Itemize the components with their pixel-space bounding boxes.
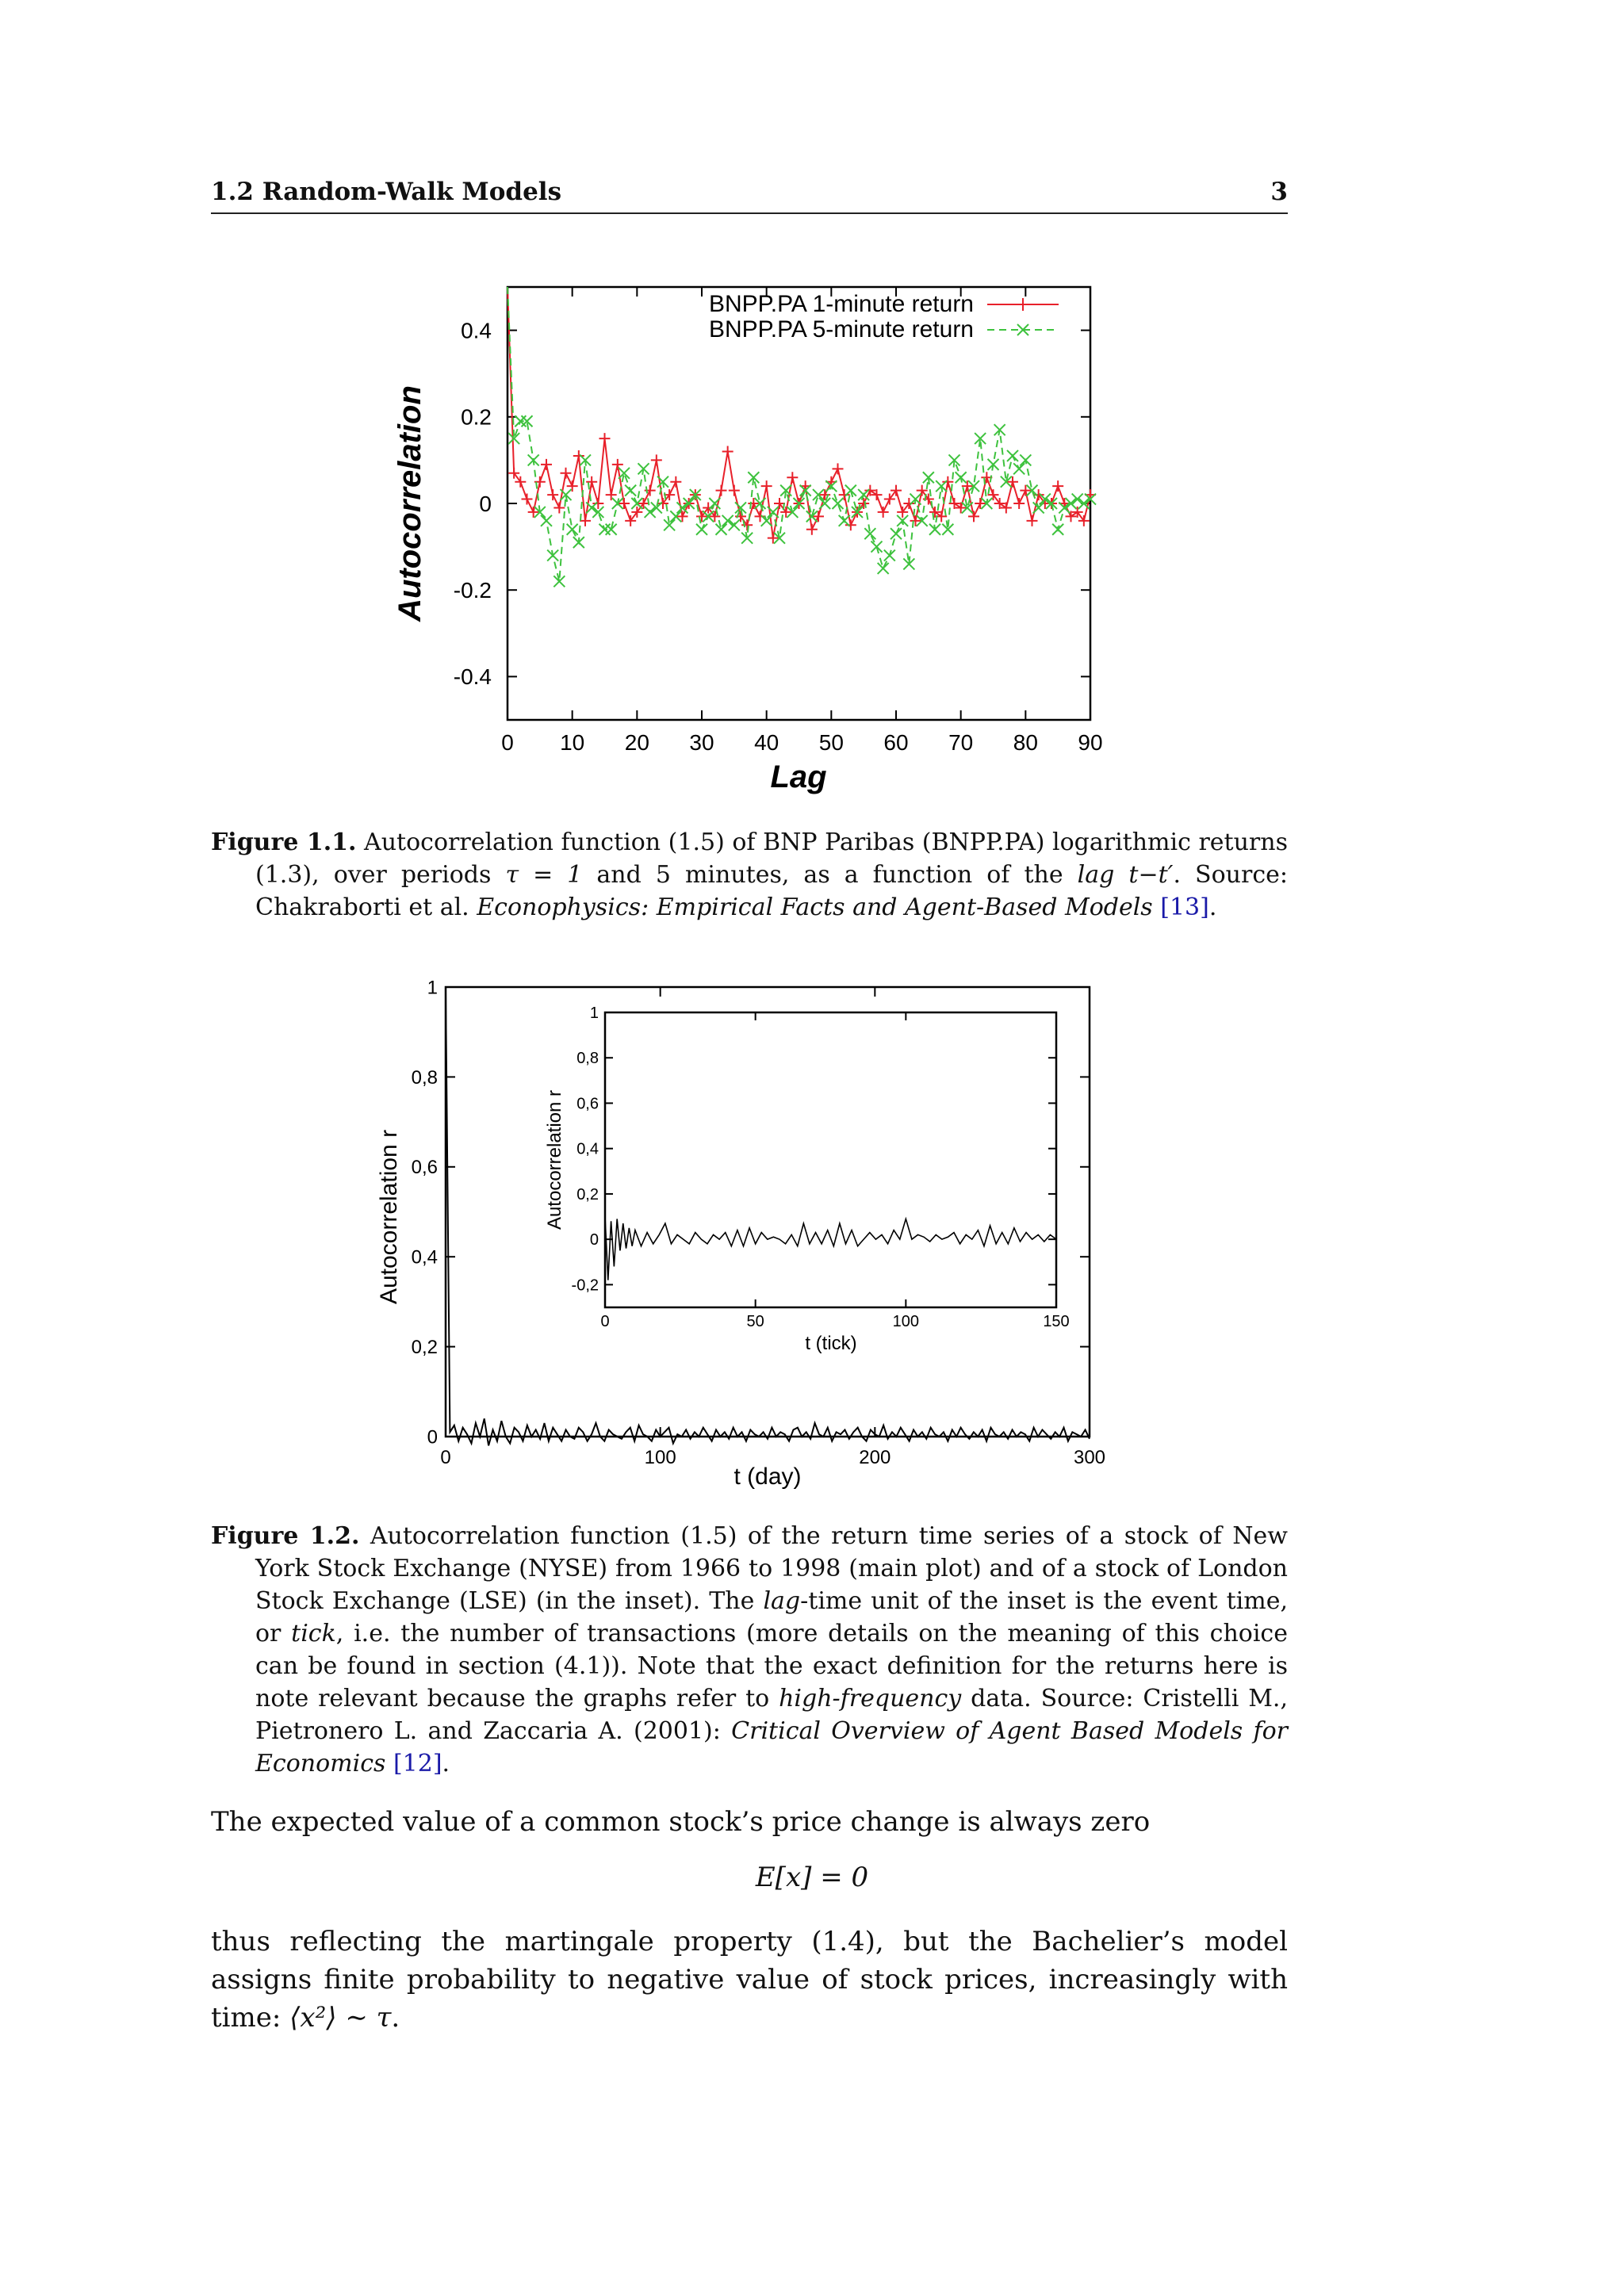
data-point — [1052, 524, 1063, 535]
data-point — [561, 468, 572, 479]
fig1-y-axis-label: Autocorrelation — [393, 385, 427, 622]
data-point — [599, 524, 611, 535]
x-tick-label: 70 — [948, 730, 974, 755]
y-tick-label: 0,8 — [576, 1050, 599, 1068]
fig2-x-axis-label: t (day) — [733, 1464, 802, 1490]
data-point — [845, 519, 856, 530]
fig2-caption-label: Figure 1.2. — [211, 1522, 360, 1550]
y-tick-label: 1 — [427, 977, 438, 999]
figure-1-1-chart — [373, 270, 1134, 809]
data-point — [722, 515, 733, 526]
data-point — [729, 519, 740, 530]
data-point — [528, 507, 539, 518]
citation-link-13[interactable]: [13] — [1160, 894, 1209, 921]
data-point — [547, 489, 558, 500]
data-point — [567, 524, 578, 535]
x-tick-label: 100 — [892, 1313, 920, 1330]
data-point — [910, 515, 921, 526]
data-point — [599, 433, 611, 444]
figure-1-1-caption: Figure 1.1. Autocorrelation function (1.5) of BNP Paribas (BNPP.PA) logarithmic returns (1.3), over periods τ = 1 and 5 minutes, as a function of the lag t−t′. Source: Chakraborti et al. Econophysics: Empirical Facts and Agent-Based Models [13]. — [211, 828, 1288, 921]
data-point — [1013, 463, 1025, 474]
data-point — [878, 507, 889, 518]
y-tick-label: 0,2 — [576, 1185, 599, 1203]
y-tick-label: 1 — [589, 1004, 599, 1022]
x-tick-label: 200 — [859, 1447, 891, 1468]
y-tick-label: 0.4 — [461, 318, 492, 343]
data-point — [716, 524, 727, 535]
data-point — [761, 480, 772, 492]
figure-1-2-chart — [373, 971, 1134, 1494]
data-point — [1007, 450, 1018, 461]
data-point — [833, 463, 844, 474]
y-tick-label: -0,2 — [571, 1276, 599, 1295]
data-point — [553, 502, 565, 513]
y-tick-label: -0.2 — [453, 578, 492, 603]
data-point — [884, 550, 895, 561]
y-tick-label: 0,2 — [411, 1337, 438, 1358]
body-paragraph-1: The expected value of a common stock’s price change is always zero — [211, 1806, 1151, 1838]
data-point — [845, 485, 856, 496]
data-point — [612, 459, 623, 470]
figure-1-2-caption: Figure 1.2. Autocorrelation function (1.5) of the return time series of a stock of New York Stock Exchange (NYSE) from 1966 to 1998 (main plot) and of a stock of London Stock Exchange (LSE) (in the inset). The lag-time unit of the inset is the event time, or tick, i.e. the number of transactions (more details on the meaning of this choice can be found in section (4.1)). Note that the exact definition for the returns here is note relevant because the graphs refer to high-frequency data. Source: Cristelli M., Pietronero L. and Zaccaria A. (2001): Critical Overview of Agent Based Models for Economics [12]. — [211, 1522, 1288, 1777]
data-point — [806, 524, 818, 535]
x-tick-label: 40 — [754, 730, 779, 755]
x-tick-label: 150 — [1043, 1313, 1070, 1330]
x-tick-label: 10 — [560, 730, 585, 755]
data-point — [586, 476, 597, 488]
data-point — [878, 563, 889, 574]
data-point — [651, 502, 662, 513]
data-point — [871, 541, 883, 553]
data-point — [625, 485, 636, 496]
y-tick-label: -0.4 — [453, 664, 492, 690]
data-point — [1007, 476, 1018, 488]
x-tick-label: 0 — [440, 1447, 451, 1468]
fig1-legend — [709, 291, 1059, 342]
x-tick-label: 80 — [1013, 730, 1038, 755]
citation-link-12[interactable]: [12] — [393, 1750, 442, 1777]
y-tick-label: 0 — [589, 1231, 599, 1249]
y-tick-label: 0 — [479, 491, 492, 516]
fig1-legend-label-1: BNPP.PA 1-minute return — [708, 291, 974, 317]
data-point — [1052, 480, 1063, 492]
x-tick-label: 100 — [644, 1447, 676, 1468]
page-number: 3 — [1270, 178, 1288, 206]
fig1-legend-label-2: BNPP.PA 5-minute return — [708, 316, 974, 342]
y-tick-label: 0.2 — [461, 404, 492, 430]
data-point — [891, 528, 902, 539]
x-tick-label: 30 — [689, 730, 714, 755]
y-tick-label: 0,6 — [411, 1157, 438, 1179]
math-variance: ⟨x²⟩ ∼ τ — [289, 2002, 392, 2034]
x-tick-label: 300 — [1073, 1447, 1106, 1468]
x-tick-label: 0 — [600, 1313, 610, 1330]
data-point — [567, 480, 578, 492]
y-tick-label: 0,4 — [411, 1246, 438, 1269]
data-point — [696, 524, 707, 535]
data-point — [741, 533, 753, 544]
data-point — [768, 533, 779, 544]
body-paragraph-2: thus reflecting the martingale property (1.4), but the Bachelier’s model assigns finite probability to negative value of stock prices, increasingly with time: ⟨x²⟩ ∼ τ. — [211, 1926, 1288, 2034]
fig2-inset-y-axis-label: Autocorrelation r — [544, 1089, 565, 1230]
x-tick-label: 60 — [883, 730, 909, 755]
fig1-x-axis-label: Lag — [770, 760, 827, 794]
x-tick-label: 90 — [1078, 730, 1103, 755]
data-point — [956, 472, 967, 483]
fig2-inset-frame — [605, 1012, 1056, 1307]
equation-expected-value: E[x] = 0 — [755, 1862, 869, 1893]
data-point — [839, 489, 850, 500]
x-tick-label: 20 — [624, 730, 649, 755]
data-point — [645, 507, 656, 518]
data-point — [606, 489, 617, 500]
fig1-ticks — [454, 287, 1103, 755]
fig2-inset-x-axis-label: t (tick) — [805, 1333, 857, 1354]
data-point — [1072, 494, 1083, 505]
data-point — [1027, 515, 1038, 526]
y-tick-label: 0,8 — [411, 1066, 438, 1089]
data-point — [839, 515, 850, 526]
data-point — [651, 454, 662, 465]
data-point — [1013, 498, 1025, 509]
fig2-source-title: Critical Overview of Agent Based Models for Economics — [255, 1717, 1288, 1777]
data-point — [1020, 454, 1031, 465]
y-tick-label: 0,6 — [576, 1095, 599, 1113]
x-tick-label: 0 — [501, 730, 514, 755]
fig1-source-title: Econophysics: Empirical Facts and Agent-Based Models — [477, 894, 1153, 921]
running-head — [211, 173, 1288, 214]
fig2-y-axis-label: Autocorrelation r — [376, 1129, 402, 1305]
data-point — [787, 472, 798, 483]
y-tick-label: 0,4 — [576, 1140, 599, 1158]
data-point — [722, 446, 733, 457]
data-point — [968, 511, 979, 522]
data-point — [541, 459, 552, 470]
data-point — [541, 515, 552, 526]
data-point — [755, 511, 766, 522]
data-point — [716, 485, 727, 496]
data-point — [670, 476, 681, 488]
x-tick-label: 50 — [746, 1313, 764, 1330]
data-point — [813, 511, 824, 522]
data-point — [619, 498, 630, 509]
y-tick-label: 0 — [427, 1426, 438, 1448]
fig1-caption-label: Figure 1.1. — [211, 828, 357, 856]
data-point — [729, 485, 740, 496]
data-point — [522, 494, 533, 505]
x-tick-label: 50 — [818, 730, 844, 755]
section-title: 1.2 Random-Walk Models — [211, 178, 562, 206]
data-point — [515, 415, 526, 427]
data-point — [975, 498, 986, 509]
data-point — [619, 468, 630, 479]
data-point — [1020, 485, 1031, 496]
data-point — [833, 498, 844, 509]
data-point — [573, 450, 584, 461]
